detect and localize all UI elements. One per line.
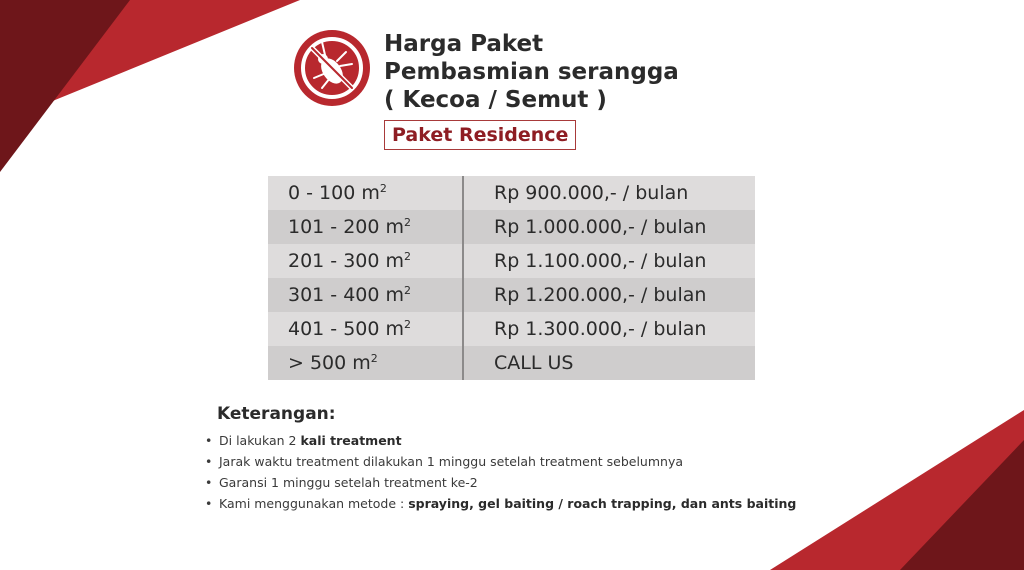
- size-cell: 101 - 200 $m^2$: [268, 210, 464, 244]
- no-insect-icon: [292, 28, 372, 108]
- list-item: • Kami menggunakan metode : spraying, gel baiting / roach trapping, dan ants baiting: [203, 493, 796, 514]
- title-line-1: Harga Paket: [384, 31, 544, 57]
- table-row: [268, 312, 755, 346]
- list-item: • Di lakukan 2 kali treatment: [203, 430, 796, 451]
- title-line-2: Pembasmian serangga: [384, 59, 679, 85]
- price-cell: Rp 1.200.000,- / bulan: [494, 284, 707, 306]
- list-item: • Jarak waktu treatment dilakukan 1 minggu setelah treatment sebelumnya: [203, 451, 796, 472]
- package-badge: Paket Residence: [384, 120, 576, 150]
- price-cell: Rp 1.300.000,- / bulan: [494, 318, 707, 340]
- notes-title: Keterangan:: [217, 404, 336, 424]
- table-row: [268, 346, 755, 380]
- page-title: [384, 30, 804, 114]
- size-cell: > 500 $m^2$: [268, 346, 464, 380]
- size-cell: 301 - 400 $m^2$: [268, 278, 464, 312]
- price-cell: Rp 900.000,- / bulan: [494, 182, 689, 204]
- title-line-3: ( Kecoa / Semut ): [384, 87, 607, 113]
- price-cell: Rp 1.000.000,- / bulan: [494, 216, 707, 238]
- notes-section: [203, 404, 796, 514]
- bullet-icon: •: [205, 454, 213, 469]
- bullet-icon: •: [205, 475, 213, 490]
- size-cell: 401 - 500 $m^2$: [268, 312, 464, 346]
- table-row: [268, 278, 755, 312]
- table-row: [268, 210, 755, 244]
- price-cell: Rp 1.100.000,- / bulan: [494, 250, 707, 272]
- size-cell: 0 - 100 $m^2$: [268, 176, 464, 210]
- top-left-dark-accent: [0, 0, 130, 172]
- list-item: • Garansi 1 minggu setelah treatment ke-2: [203, 472, 796, 493]
- notes-list: [203, 430, 796, 514]
- size-cell: 201 - 300 $m^2$: [268, 244, 464, 278]
- price-cell: CALL US: [494, 352, 574, 374]
- price-table: [268, 176, 755, 380]
- table-row: [268, 244, 755, 278]
- bullet-icon: •: [205, 433, 213, 448]
- bullet-icon: •: [205, 496, 213, 511]
- table-row: [268, 176, 755, 210]
